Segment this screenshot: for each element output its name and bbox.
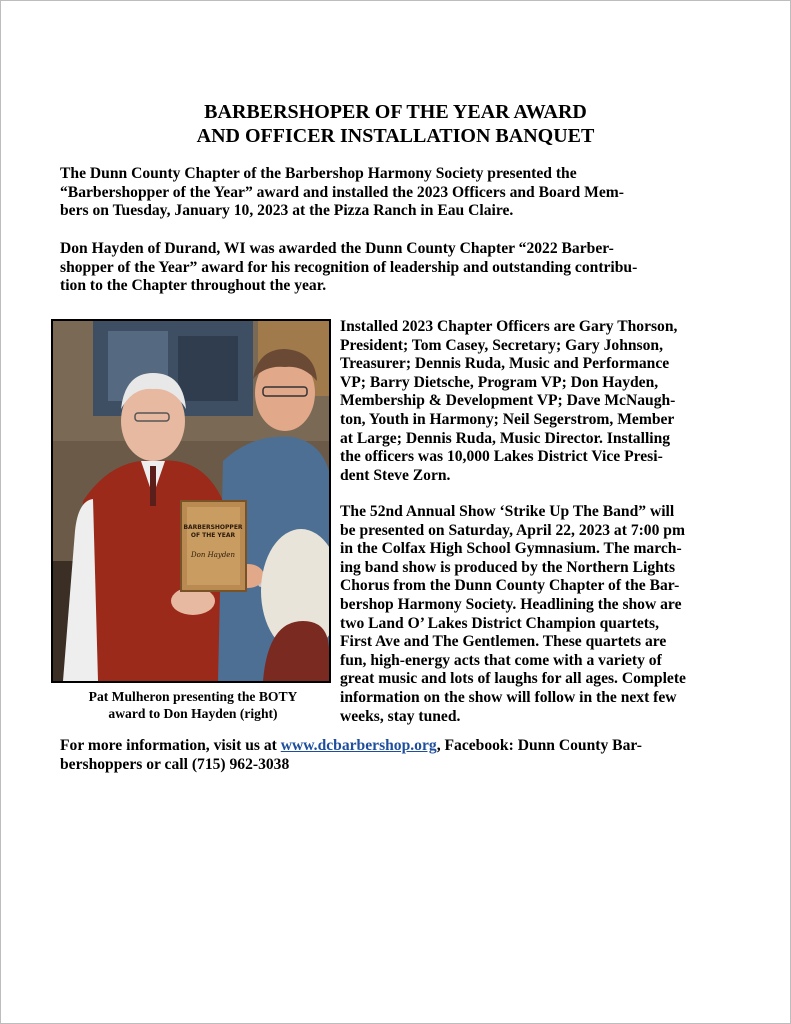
officers-line: Treasurer; Dennis Ruda, Music and Performance (340, 355, 670, 373)
contact-prefix: For more information, visit us at (60, 737, 281, 754)
officers-line: Installed 2023 Chapter Officers are Gary Thorson, (340, 318, 678, 335)
show-paragraph (340, 503, 686, 726)
contact-line-2: bershoppers or call (715) 962-3038 (60, 755, 290, 773)
intro-paragraph (60, 165, 624, 221)
show-line: information on the show will follow in the next few (340, 688, 677, 706)
photo-caption (51, 688, 335, 722)
show-line: great music and lots of laughs for all ages. Complete (340, 670, 686, 688)
plaque-text: BARBERSHOPPER (183, 524, 243, 531)
show-line: two Land O’ Lakes District Champion quartets, (340, 614, 659, 632)
title-line-2: AND OFFICER INSTALLATION BANQUET (196, 125, 595, 147)
website-link[interactable]: www.dcbarbershop.org (280, 737, 437, 754)
officers-line: ton, Youth in Harmony; Neil Segerstrom, Member (340, 410, 675, 428)
contact-line-1 (60, 737, 642, 756)
award-paragraph (60, 240, 637, 296)
plaque-name: Don Hayden (191, 551, 235, 559)
intro-line: “Barbershopper of the Year” award and installed the 2023 Officers and Board Mem- (60, 183, 624, 201)
officers-line: VP; Barry Dietsche, Program VP; Don Hayden, (340, 373, 659, 391)
award-photo-illustration (53, 321, 329, 681)
contact-paragraph (60, 737, 642, 774)
show-line: bershop Harmony Society. Headlining the show are (340, 595, 682, 613)
officers-line: the officers was 10,000 Lakes District Vice Presi- (340, 448, 663, 466)
officers-line: dent Steve Zorn. (340, 466, 451, 484)
award-photo (51, 319, 331, 683)
show-line: be presented on Saturday, April 22, 2023 at 7:00 pm (340, 521, 685, 539)
contact-suffix: , Facebook: Dunn County Bar- (436, 737, 642, 754)
caption-line-1: Pat Mulheron presenting the BOTY (88, 689, 298, 704)
officers-line: at Large; Dennis Ruda, Music Director. Installing (340, 429, 671, 447)
award-line: shopper of the Year” award for his recognition of leadership and outstanding contribu- (60, 258, 638, 276)
show-line: Chorus from the Dunn County Chapter of the Bar- (340, 577, 680, 595)
show-line: First Ave and The Gentlemen. These quartets are (340, 633, 667, 651)
show-line: The 52nd Annual Show ‘Strike Up The Band” will (340, 503, 675, 520)
plaque-text: OF THE YEAR (190, 532, 236, 539)
page-title (0, 100, 791, 148)
show-line: ing band show is produced by the Northern Lights (340, 558, 676, 576)
show-line: weeks, stay tuned. (340, 707, 461, 725)
officers-line: Membership & Development VP; Dave McNaugh- (340, 392, 676, 410)
show-line: in the Colfax High School Gymnasium. The march- (340, 540, 682, 558)
award-line: Don Hayden of Durand, WI was awarded the Dunn County Chapter “2022 Barber- (60, 240, 614, 257)
intro-line: bers on Tuesday, January 10, 2023 at the Pizza Ranch in Eau Claire. (60, 202, 514, 220)
intro-line: The Dunn County Chapter of the Barbershop Harmony Society presented the (60, 165, 577, 182)
award-line: tion to the Chapter throughout the year. (60, 277, 327, 295)
officers-line: President; Tom Casey, Secretary; Gary Johnson, (340, 336, 663, 354)
title-line-1: BARBERSHOPER OF THE YEAR AWARD (204, 101, 587, 123)
officers-paragraph (340, 318, 677, 485)
caption-line-2: award to Don Hayden (right) (108, 706, 278, 721)
show-line: fun, high-energy acts that come with a variety of (340, 651, 662, 669)
